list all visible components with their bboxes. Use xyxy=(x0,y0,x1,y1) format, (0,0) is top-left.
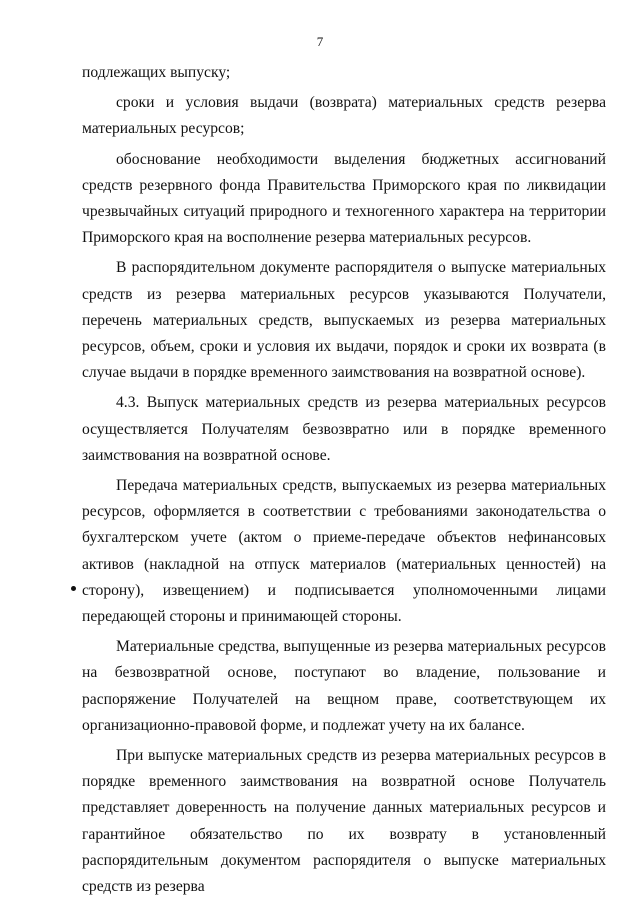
page-number: 7 xyxy=(316,34,324,49)
paragraph: Передача материальных средств, выпускаемых из резерва материальных ресурсов, оформляется в соответствии с требованиями законодательства о бухгалтерском учете (актом о приеме-передаче объектов нефинансовых активов (накладной на отпуск материалов (материальных ценностей) на сторону), извещением) и подписывается уполномоченными лицами передающей стороны и принимающей стороны. xyxy=(82,477,606,626)
paragraph: Материальные средства, выпущенные из резерва материальных ресурсов на безвозвратной основе, поступают во владение, пользование и распоряжение Получателей на вещном праве, соответствующем их организационно-правовой форме, и подлежат учету на их балансе. xyxy=(82,638,606,734)
document-body xyxy=(82,60,606,900)
margin-dot-mark xyxy=(71,586,76,591)
paragraph-section-4-3: 4.3. Выпуск материальных средств из резерва материальных ресурсов осуществляется Получателям безвозвратно или в порядке временного заимствования на возвратной основе. xyxy=(82,394,606,464)
paragraph: При выпуске материальных средств из резерва материальных ресурсов в порядке временного заимствования на возвратной основе Получатель представляет доверенность на получение данных материальных ресурсов и гарантийное обязательство по их возврату в установленный распорядительным документом распорядителя о выпуске материальных средств из резерва xyxy=(82,747,606,896)
paragraph: В распорядительном документе распорядителя о выпуске материальных средств из резерва материальных ресурсов указываются Получатели, перечень материальных средств, выпускаемых из резерва материальных ресурсов, объем, сроки и условия их выдачи, порядок и сроки их возврата (в случае выдачи в порядке временного заимствования на возвратной основе). xyxy=(82,259,606,382)
paragraph: обоснование необходимости выделения бюджетных ассигнований средств резервного фонда Правительства Приморского края по ликвидации чрезвычайных ситуаций природного и техногенного характера на территории Приморского края на восполнение резерва материальных ресурсов. xyxy=(82,150,606,247)
paragraph-continuation: подлежащих выпуску; xyxy=(82,64,231,81)
paragraph: сроки и условия выдачи (возврата) материальных средств резерва материальных ресурсов; xyxy=(82,94,606,138)
